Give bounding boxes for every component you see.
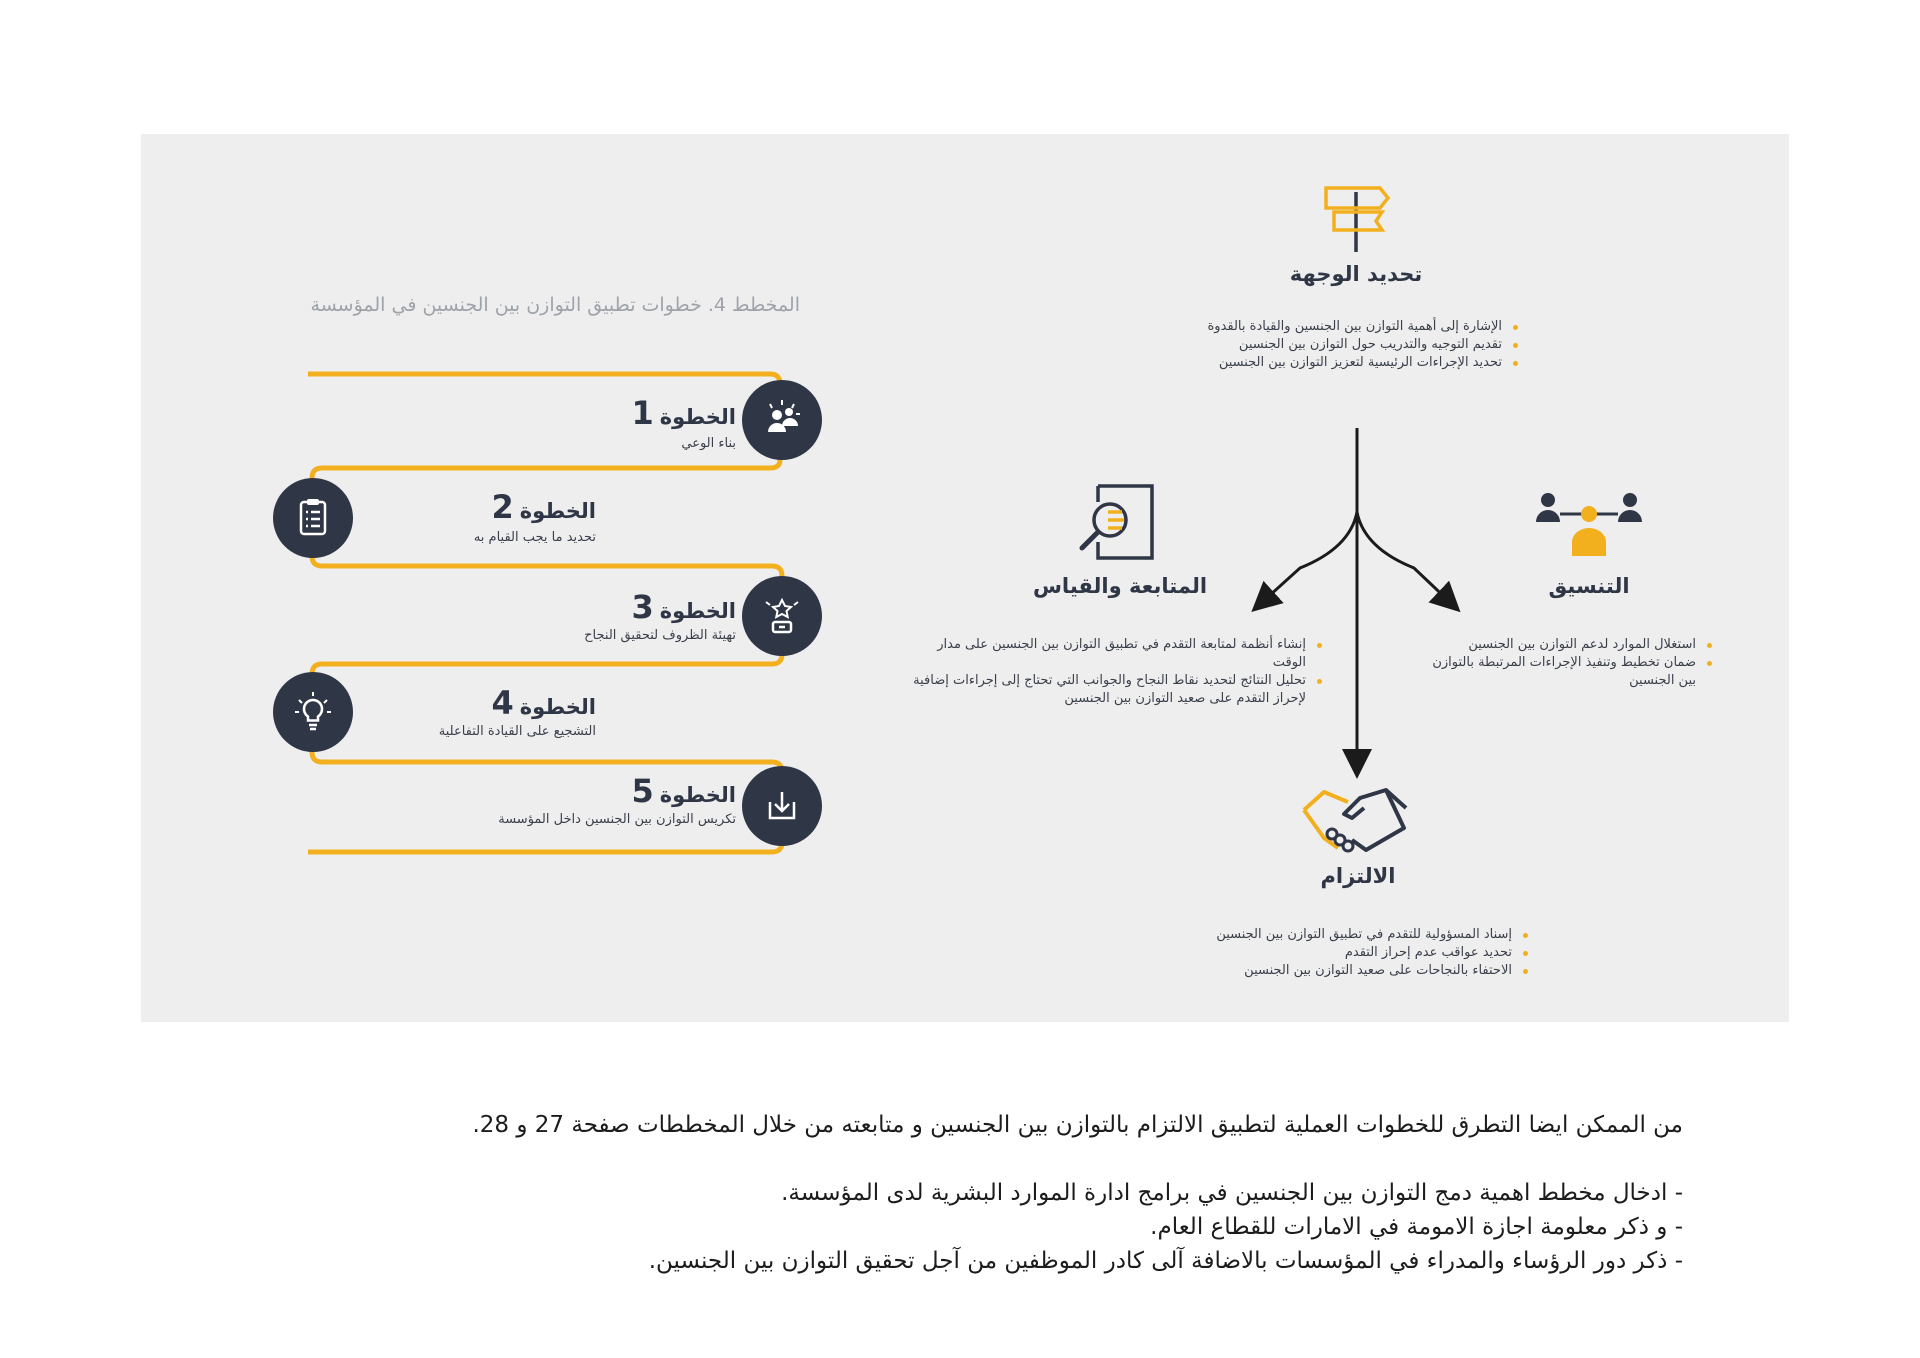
bullet: تحليل النتائج لتحديد نقاط النجاح والجوانب التي تحتاج إلى إجراءات إضافية لإحراز التقدم على صعيد التوازن بين الجنسين	[904, 672, 1324, 708]
body-point: - و ذكر معلومة اجازة الامومة في الامارات للقطاع العام.	[1150, 1214, 1683, 1240]
bullet: الاحتفاء بالنجاحات على صعيد التوازن بين الجنسين	[1150, 962, 1530, 980]
handshake-icon	[1300, 786, 1410, 856]
step-3-heading: الخطوة3	[631, 588, 736, 626]
bullet: ضمان تخطيط وتنفيذ الإجراءات المرتبطة بالتوازن بين الجنسين	[1432, 654, 1714, 690]
monitoring-title: المتابعة والقياس	[1032, 574, 1208, 598]
step-5-heading: الخطوة5	[631, 772, 736, 810]
step-1-desc: بناء الوعي	[681, 436, 736, 451]
step-2-heading: الخطوة2	[491, 488, 596, 526]
body-point: - ادخال مخطط اهمية دمج التوازن بين الجنسين في برامج ادارة الموارد البشرية لدى المؤسسة.	[781, 1180, 1683, 1206]
body-point: - ذكر دور الرؤساء والمدراء في المؤسسات بالاضافة آلى كادر الموظفين من آجل تحقيق التوازن بين الجنسين.	[648, 1248, 1683, 1274]
commitment-bullets	[1150, 926, 1530, 980]
step-4-heading: الخطوة4	[491, 684, 596, 722]
bullet: استغلال الموارد لدعم التوازن بين الجنسين	[1432, 636, 1714, 654]
step-3-desc: تهيئة الظروف لتحقيق النجاح	[584, 628, 736, 643]
step-1-heading: الخطوة1	[631, 394, 736, 432]
bullet: تحديد عواقب عدم إحراز التقدم	[1150, 944, 1530, 962]
coordination-title: التنسيق	[1548, 574, 1630, 598]
commitment-title: الالتزام	[1320, 864, 1396, 888]
step-4-desc: التشجيع على القيادة التفاعلية	[438, 724, 596, 739]
body-intro: من الممكن ايضا التطرق للخطوات العملية لتطبيق الالتزام بالتوازن بين الجنسين و متابعته من خلال المخططات صفحة 27 و 28.	[472, 1112, 1683, 1138]
step-5-desc: تكريس التوازن بين الجنسين داخل المؤسسة	[498, 812, 736, 827]
bullet: إسناد المسؤولية للتقدم في تطبيق التوازن بين الجنسين	[1150, 926, 1530, 944]
bullet: إنشاء أنظمة لمتابعة التقدم في تطبيق التوازن بين الجنسين على مدار الوقت	[904, 636, 1324, 672]
direction-title: تحديد الوجهة	[1289, 262, 1423, 286]
bullet: الإشارة إلى أهمية التوازن بين الجنسين والقيادة بالقدوة	[1150, 318, 1520, 336]
monitoring-bullets	[904, 636, 1324, 708]
bullet: تحديد الإجراءات الرئيسية لتعزيز التوازن بين الجنسين	[1150, 354, 1520, 372]
document-magnifier-icon	[1072, 482, 1158, 562]
direction-bullets	[1150, 318, 1520, 372]
coordination-bullets	[1432, 636, 1714, 690]
bullet: تقديم التوجيه والتدريب حول التوازن بين الجنسين	[1150, 336, 1520, 354]
diagram-title: المخطط 4. خطوات تطبيق التوازن بين الجنسين في المؤسسة	[310, 294, 800, 316]
step-2-desc: تحديد ما يجب القيام به	[473, 530, 596, 545]
signpost-icon	[1318, 180, 1394, 254]
team-network-icon	[1534, 490, 1644, 558]
